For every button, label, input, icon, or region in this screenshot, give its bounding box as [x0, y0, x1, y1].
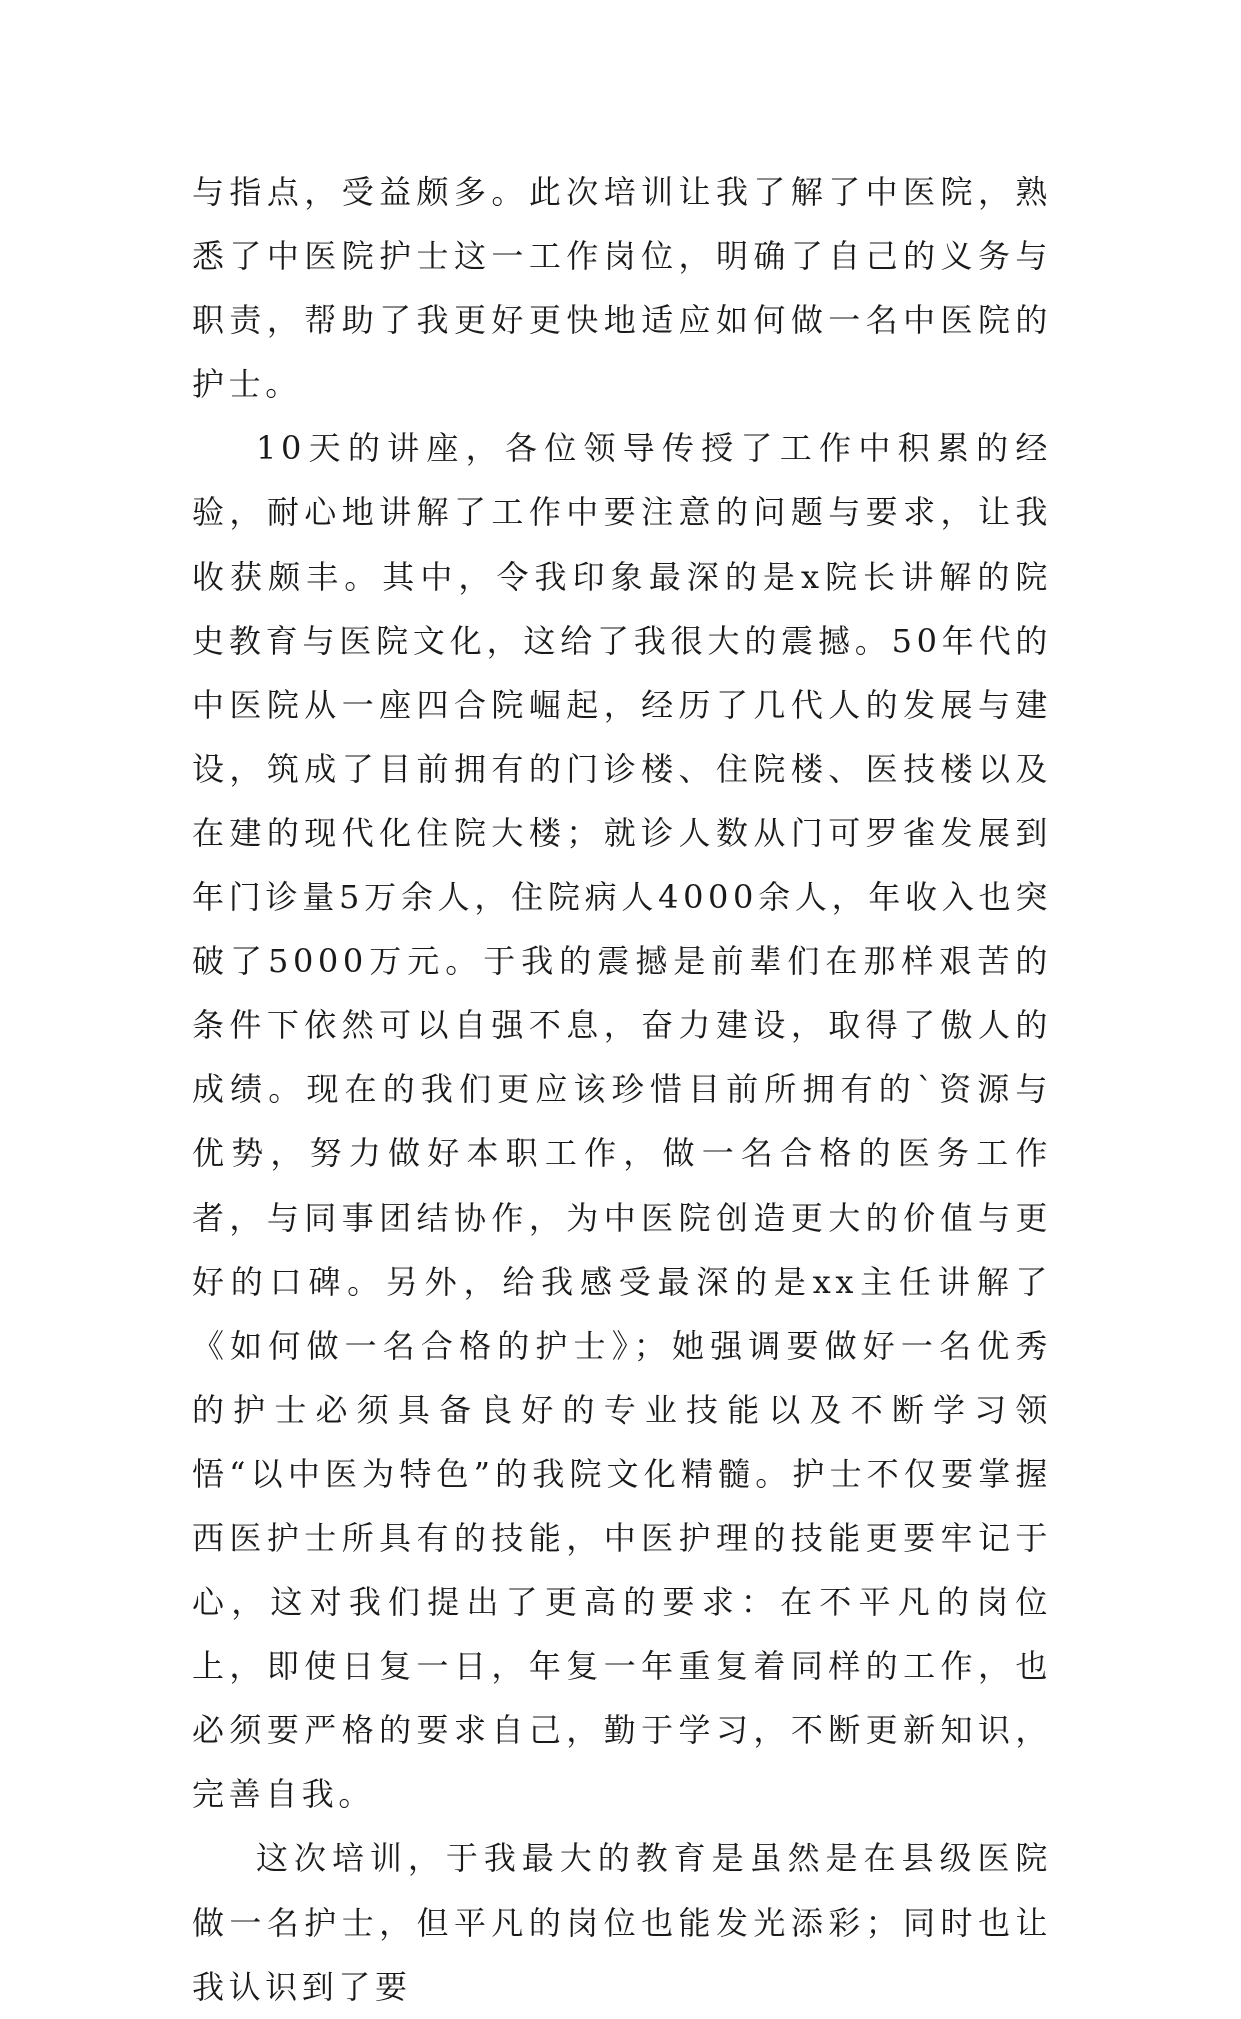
paragraph-1: 与指点，受益颇多。此次培训让我了解了中医院，熟悉了中医院护士这一工作岗位，明确了自己的义务与职责，帮助了我更好更快地适应如何做一名中医院的护士。 [192, 173, 1052, 404]
paragraph-3: 这次培训，于我最大的教育是虽然是在县级医院做一名护士，但平凡的岗位也能发光添彩；同时也让我认识到了要 [192, 1839, 1052, 2006]
document-body [192, 160, 1052, 2019]
paragraph-2: 10天的讲座，各位领导传授了工作中积累的经验，耐心地讲解了工作中要注意的问题与要求，让我收获颇丰。其中，令我印象最深的是x院长讲解的院史教育与医院文化，这给了我很大的震撼。50年代的中医院从一座四合院崛起，经历了几代人的发展与建设，筑成了目前拥有的门诊楼、住院楼、医技楼以及在建的现代化住院大楼；就诊人数从门可罗雀发展到年门诊量5万余人，住院病人4000余人，年收入也突破了5000万元。于我的震撼是前辈们在那样艰苦的条件下依然可以自强不息，奋力建设，取得了傲人的成绩。现在的我们更应该珍惜目前所拥有的`资源与优势，努力做好本职工作，做一名合格的医务工作者，与同事团结协作，为中医院创造更大的价值与更好的口碑。另外，给我感受最深的是xx主任讲解了《如何做一名合格的护士》；她强调要做好一名优秀的护士必须具备良好的专业技能以及不断学习领悟“以中医为特色”的我院文化精髓。护士不仅要掌握西医护士所具有的技能，中医护理的技能更要牢记于心，这对我们提出了更高的要求：在不平凡的岗位上，即使日复一日，年复一年重复着同样的工作，也必须要严格的要求自己，勤于学习，不断更新知识，完善自我。 [192, 429, 1052, 1814]
